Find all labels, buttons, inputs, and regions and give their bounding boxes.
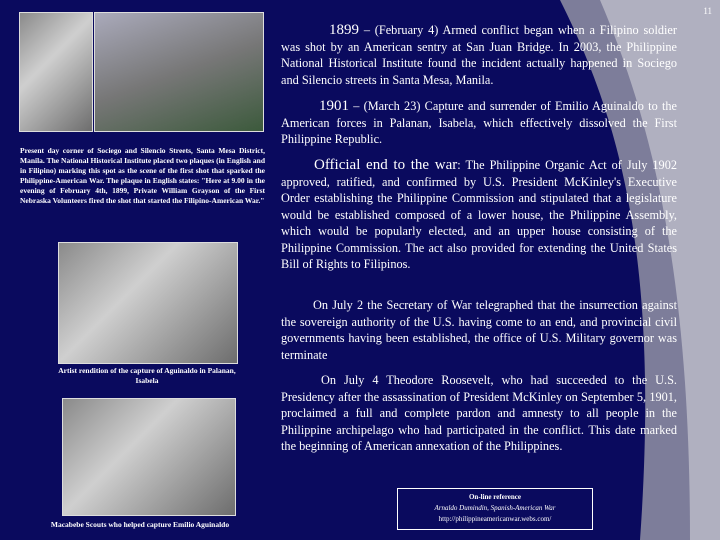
photo-macabebe-scouts [62,398,236,516]
photo-caption-capture: Artist rendition of the capture of Aguinaldo in Palanan, Isabela [58,366,236,385]
paragraph-official-end: Official end to the war: The Philippine Organic Act of July 1902 approved, ratified, and confirmed by U.S. President McKinley's Executive Order establishing the Philippine Commission and stipulated that a legislature would be established composed of a lower house, the Philippine Assembly, which would be popularly elected, and an upper house consisting of the Philippine Commission. The act also provided for extending the United States Bill of Rights to Filipinos. [281,157,677,271]
photo-street-corner [94,12,264,132]
photo-portrait [19,12,93,132]
reference-url[interactable]: http://philippineamericanwar.webs.com/ [438,515,552,523]
photo-caption-street: Present day corner of Sociego and Silencio Streets, Santa Mesa District, Manila. The National Historical Institute placed two plaques (in English and in Filipino) marking this spot as the scene of the first shot that sparked the Philippine-American War. The plaque in English states: "Here at 9.00 in the evening of February 4th, 1899, Private William Grayson of the First Nebraska Volunteers fired the shot that started the Filipino-American War." [20,146,265,205]
page-number: 11 [703,6,712,16]
photo-caption-scouts: Macabebe Scouts who helped capture Emilio Aguinaldo [50,520,230,529]
paragraph-july-4: On July 4 Theodore Roosevelt, who had succeeded to the U.S. Presidency after the assassination of President McKinley on September 5, 1901, proclaimed a full and complete pardon and amnesty to all people in the Philippine archipelago who had participated in the conflict. This date marked the beginning of American annexation of the Philippines. [281,373,677,453]
reference-author: Arnaldo Dumindin, Spanish-American War [434,504,556,512]
photo-capture-rendition [58,242,238,364]
paragraph-july-2: On July 2 the Secretary of War telegraphed that the insurrection against the sovereign authority of the U.S. having come to an end, and provincial civil governments having been established, the office of U.S. Military governor was terminate [281,298,677,362]
paragraph-1901: 1901 – (March 23) Capture and surrender of Emilio Aguinaldo to the American forces in Palanan, Isabela, which effectively dissolved the First Philippine Republic. [281,98,677,146]
paragraph-1899: 1899 – (February 4) Armed conflict began when a Filipino soldier was shot by an American sentry at San Juan Bridge. In 2003, the Philippine National Historical Institute found the incident actually happened in Sociego and Silencio streets in Santa Mesa, Manila. [281,22,677,87]
reference-box [397,488,593,530]
reference-title: On-line reference [468,493,522,501]
